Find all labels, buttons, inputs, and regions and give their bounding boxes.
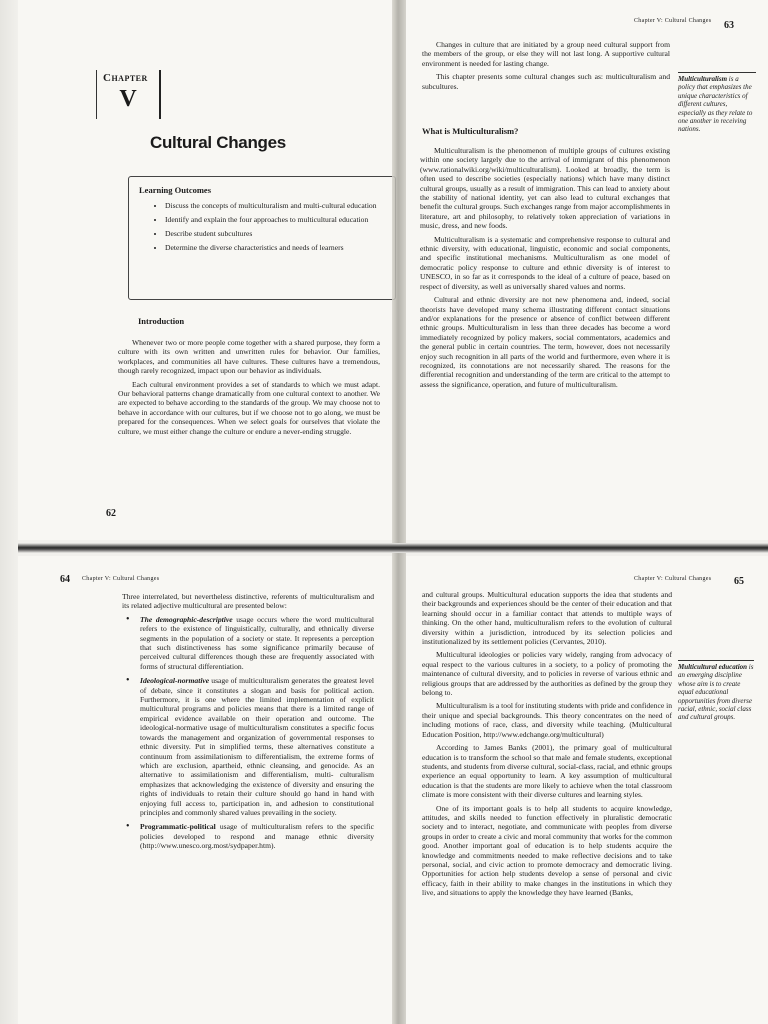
- outcome-item: • Determine the diverse characteristics and needs of learners: [165, 243, 385, 252]
- paragraph: According to James Banks (2001), the primary goal of multicultural education is to transform the school so that male and female students, exceptional students, and students from diverse cultural, social-class, racial, and ethnic groups experience an equal opportunity to learn. A key assumption of multicultural education is that the students are more likely to achieve when the total classroom climate is more consistent with their diverse cultures and learning styles.: [422, 743, 672, 800]
- paragraph: Three interrelated, but nevertheless distinctive, referents of multiculturalism and its related adjective multicultural are presented below:: [122, 592, 374, 611]
- outcome-item: • Discuss the concepts of multiculturalism and multi-cultural education: [165, 201, 385, 210]
- running-header: Chapter V: Cultural Changes: [634, 18, 712, 24]
- introduction-heading: Introduction: [138, 316, 185, 326]
- chapter-badge: [96, 70, 161, 119]
- list-item: [140, 615, 374, 671]
- list-item-term: Ideological-normative: [140, 676, 210, 686]
- paragraph: Multicultural ideologies or policies vary widely, ranging from advocacy of equal respect to the various cultures in a society, to a policy of promoting the maintenance of cultural diversity, and to policies in reverse of various ethnic and religious groups that are addressed by the authorities as defined by the group they belong to.: [422, 650, 672, 698]
- chapter-intro: [422, 40, 670, 95]
- paragraph: Changes in culture that are initiated by a group need cultural support from the members of the group, or else they will not last long. A supportive cultural environment is needed for lasting change.: [422, 40, 670, 68]
- page-62: [18, 0, 396, 540]
- margin-definition: [678, 660, 754, 722]
- referents-list: [122, 615, 374, 851]
- referents-body: [122, 592, 374, 856]
- page-number: 65: [734, 576, 744, 587]
- paragraph: Multiculturalism is a systematic and comprehensive response to cultural and ethnic diversity, with educational, linguistic, economic and social components, and specific institutional mechanisms. Multiculturalism as one model of democratic policy response to culture and ethnic diversity is of interest to UNESCO, in so far as it corresponds to the ideal of a culture of peace, based on respect of diversity, as well as universally shared values and norms.: [420, 234, 670, 291]
- paragraph: and cultural groups. Multicultural education supports the idea that students and their backgrounds and experiences should be the center of their education and that learning should occur in a familiar contact that attends to multiple ways of thinking. On the other hand, multiculturalism refers to the evolution of cultural diversity within a jurisdiction, introduced by its selection policies and institutionalized by its settlement policies (Cervantes, 2010).: [422, 590, 672, 647]
- learning-outcomes-title: Learning Outcomes: [139, 185, 212, 195]
- list-item: [140, 822, 374, 850]
- paragraph: This chapter presents some cultural changes such as: multiculturalism and subcultures.: [422, 72, 670, 91]
- section-heading: What is Multiculturalism?: [422, 126, 519, 136]
- page-number: 63: [724, 20, 734, 31]
- margin-definition: [678, 72, 756, 134]
- list-item-term: Programmatic-political: [140, 822, 216, 832]
- introduction-body: [118, 338, 380, 440]
- chapter-number: V: [119, 86, 137, 112]
- learning-outcomes-box: [128, 176, 396, 300]
- chapter-label: Chapter: [103, 72, 148, 84]
- margin-text: is an emerging discipline whose aim is to create equal educational opportunities from diverse racial, ethnic, social class and cultural groups.: [678, 663, 754, 722]
- page-64: [18, 556, 396, 1024]
- paragraph: Whenever two or more people come together with a shared purpose, they form a culture with its own written and unwritten rules for behavior. Our families, workplaces, and communities all have cultures. These cultures have a tremendous, though rarely recognized, impact upon our behavior as individuals.: [118, 338, 380, 376]
- margin-text: is a policy that emphasizes the unique characteristics of different cultures, especially as they relate to one another in receiving nations.: [678, 75, 753, 134]
- page-63: [398, 0, 768, 540]
- scan-divider: [18, 543, 768, 553]
- running-header: Chapter V: Cultural Changes: [82, 576, 160, 582]
- list-item-text: usage of multiculturalism refers to the specific policies developed to respond and manage ethnic diversity (http://www.unesco.org.most/sydpaper.htm).: [140, 822, 374, 851]
- multiculturalism-body: [420, 146, 670, 393]
- paragraph: Each cultural environment provides a set of standards to which we must adapt. Our behavioral patterns change dramatically from one cultural context to another. We are expected to behave according to the standards of the group. We may choose not to behave in accordance with our cultures, but if we choose not to go along, we must be prepared for the consequences. When we select goals for ourselves that violate the culture, we must either change the culture or endure a never-ending struggle.: [118, 379, 380, 436]
- list-item-text: usage occurs where the word multicultural refers to the existence of linguistically, culturally, and ethnically diverse segments in the population of a society or state. It represents a perception that such distinctiveness has some significance primarily because of perceived cultural differences though these are frequently associated with forms of structural differentiation.: [140, 614, 374, 671]
- margin-term: Multiculturalism: [678, 75, 728, 83]
- running-header: Chapter V: Cultural Changes: [634, 576, 712, 582]
- outcome-item: • Identify and explain the four approaches to multicultural education: [165, 215, 385, 224]
- margin-rule: [678, 660, 754, 661]
- paragraph: Multiculturalism is a tool for instituting students with pride and confidence in their unique and special backgrounds. This theory concentrates on the need of including motions of race, class, and diversity while teaching. (Multicultural Education Position, http://www.edchange.org/multicultural): [422, 701, 673, 739]
- margin-rule: [678, 72, 756, 73]
- learning-outcomes-list: [139, 201, 385, 252]
- margin-term: Multicultural education: [678, 663, 748, 671]
- scan-edge: [0, 0, 18, 1024]
- page-number: 64: [60, 574, 70, 585]
- outcome-item: • Describe student subcultures: [165, 229, 385, 238]
- chapter-title: Cultural Changes: [150, 133, 286, 152]
- book-gutter: [392, 0, 406, 1024]
- multicultural-education-body: [422, 590, 672, 902]
- paragraph: Multiculturalism is the phenomenon of multiple groups of cultures existing within one society largely due to the arrival of immigrant of this phenomenon (www.rationalwiki.org/wiki/multiculturalism). Looked at broadly, the term is often used to describe societies (especially nations) which have many distinct cultural groups, usually as a result of immigration. This can lead to anxiety about the stability of national identity, yet can also lead to cultural exchanges that benefit the cultural groups. Such exchanges range from major accomplishments in literature, art and philosophy, to relatively token appreciation of variations in music, dress, and new foods.: [420, 146, 670, 231]
- paragraph: Cultural and ethnic diversity are not new phenomena and, indeed, social theorists have developed many schema illustrating different contact situations and/or explanations for the presence or absence of conflict between different ethnic groups. Multiculturalism in less than three decades has become a word immediately recognized by policy makers, social commentators, academics and the general public in certain countries. The term, however, does not necessarily enjoy such recognition in all parts of the world and furthermore, even where it is recognized, its connotations are not necessarily shared. The reasons for the differential recognition and understanding of the term are critical to the attempt to assess the significance, operation, and future of multiculturalism.: [420, 295, 670, 389]
- paragraph: One of its important goals is to help all students to acquire knowledge, attitudes, and skills needed to function effectively in pluralistic democratic society and to interact, negotiate, and communicate with peoples from diverse groups in order to create a civic and moral community that works for the common good. Another important goal of education is to help students acquire the knowledge and commitments needed to make reflective decisions and to take personal, social, and civic action to promote democracy and democratic living. Opportunities for action help students develop a sense of personal and civic efficacy, faith in their ability to make changes in the institutions in which they live, and situations to apply the knowledge they have learned (Banks,: [422, 803, 672, 898]
- page-65: [398, 556, 768, 1024]
- list-item: [140, 676, 374, 817]
- page-number: 62: [106, 508, 116, 519]
- list-item-text: usage of multiculturalism generates the greatest level of debate, since it constitutes a slogan and basis for political action. Furthermore, it is one where the limited implementation of explicit multicultural programs and policies means that there is a limited range of empirical evidence available on their operation and outcome. The ideological-normative usage of multiculturalism constitutes a specific focus towards the management and organization of governmental responses to ethnic diversity. Put in simplified terms, these alternatives constitute a continuum from assimilationism to differentialism, the extreme forms of which are exclusion, apartheid, ethnic cleansing, and genocide. As an alternative to assimilationism and differentialism, multi- culturalism emphasizes that acknowledging the existence of diversity and ensuring the rights of individuals to retain their culture should go hand in hand with enjoying full access to, participation in, and adhesion to constitutional principles and commonly shared values prevailing in the society.: [140, 676, 374, 817]
- list-item-term: The demographic-descriptive: [140, 614, 233, 624]
